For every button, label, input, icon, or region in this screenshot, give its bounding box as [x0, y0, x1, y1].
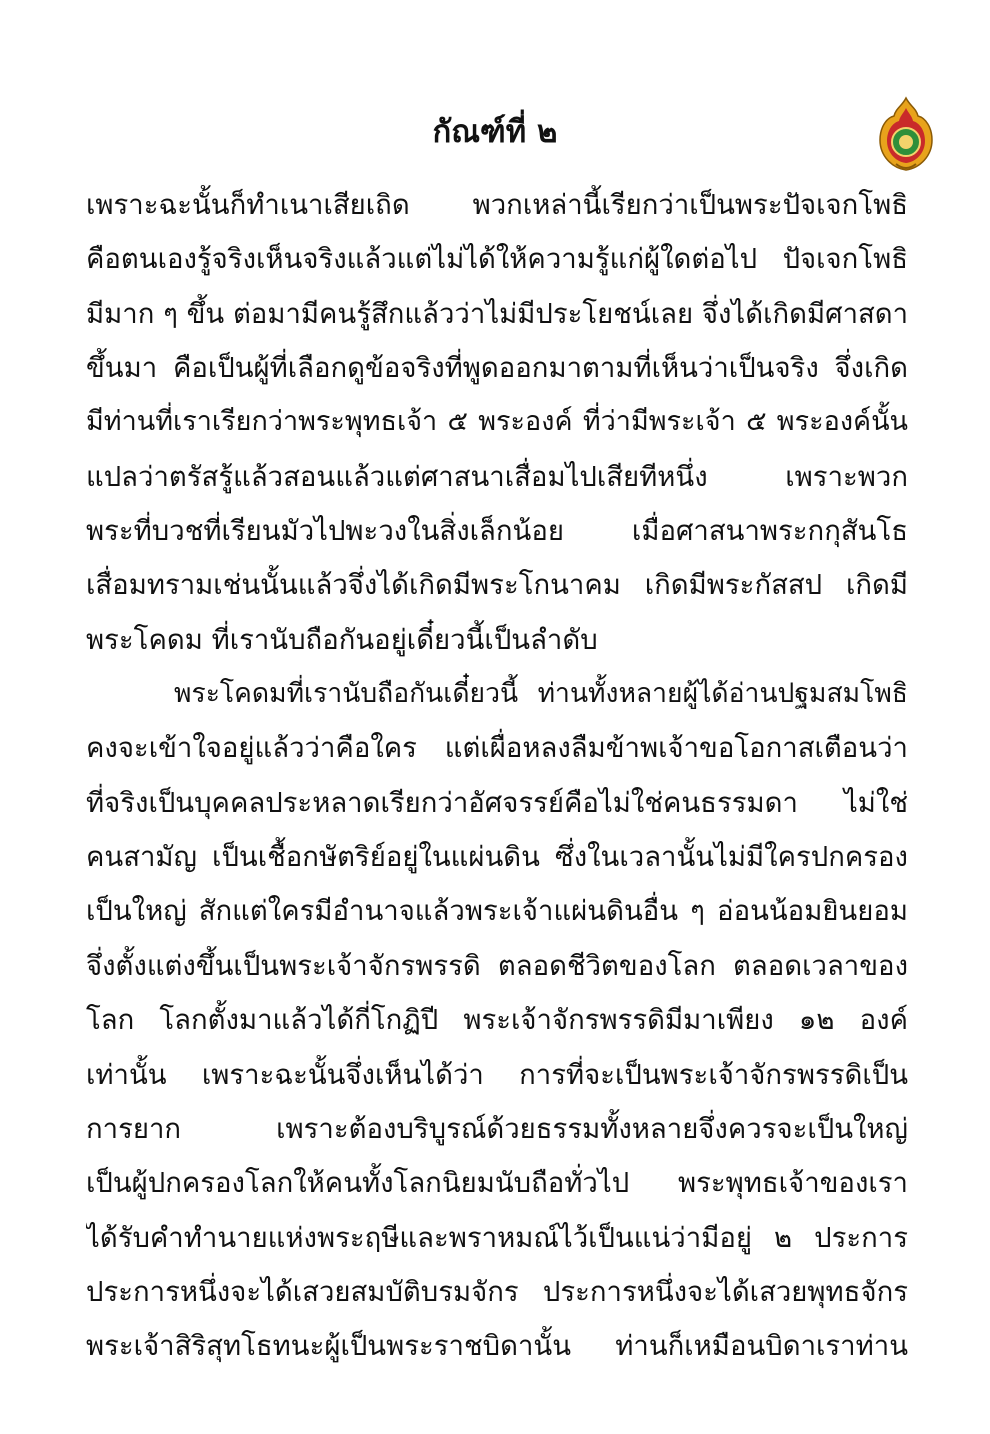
text-line: แปลว่าตรัสรู้แล้วสอนแล้วแต่ศาสนาเสื่อมไปเสียทีหนึ่ง เพราะพวก [86, 460, 908, 493]
text-line: ได้รับคำทำนายแห่งพระฤษีและพราหมณ์ไว้เป็นแน่ว่ามีอยู่ ๒ ประการ [86, 1221, 908, 1254]
text-line: เท่านั้น เพราะฉะนั้นจึ่งเห็นได้ว่า การที่จะเป็นพระเจ้าจักรพรรดิเป็น [86, 1058, 908, 1091]
text-line: มีท่านที่เราเรียกว่าพระพุทธเจ้า ๕ พระองค์ ที่ว่ามีพระเจ้า ๕ พระองค์นั้น [86, 406, 908, 438]
text-line: การยาก เพราะต้องบริบูรณ์ด้วยธรรมทั้งหลายจึ่งควรจะเป็นใหญ่ [86, 1112, 908, 1145]
text-line: มีมาก ๆ ขึ้น ต่อมามีคนรู้สึกแล้วว่าไม่มีประโยชน์เลย จึ่งได้เกิดมีศาสดา [86, 297, 908, 330]
text-line: เพราะฉะนั้นก็ทำเนาเสียเถิด พวกเหล่านี้เรียกว่าเป็นพระปัจเจกโพธิ [86, 189, 908, 221]
body-text [86, 178, 908, 1374]
text-line: จึ่งตั้งแต่งขึ้นเป็นพระเจ้าจักรพรรดิ ตลอดชีวิตของโลก ตลอดเวลาของ [86, 949, 908, 982]
text-line: พระเจ้าสิริสุทโธทนะผู้เป็นพระราชบิดานั้น ท่านก็เหมือนบิดาเราท่าน [86, 1330, 908, 1363]
text-line: เป็นผู้ปกครองโลกให้คนทั้งโลกนิยมนับถือทั่วไป พระพุทธเจ้าของเรา [86, 1167, 908, 1200]
text-line: ที่จริงเป็นบุคคลประหลาดเรียกว่าอัศจรรย์คือไม่ใช่คนธรรมดา ไม่ใช่ [86, 786, 908, 819]
text-line: ขึ้นมา คือเป็นผู้ที่เลือกดูข้อจริงที่พูดออกมาตามที่เห็นว่าเป็นจริง จึ่งเกิด [86, 352, 908, 385]
text-line: พระที่บวชที่เรียนมัวไปพะวงในสิ่งเล็กน้อย เมื่อศาสนาพระกกุสันโธ [86, 515, 908, 548]
text-line: โลก โลกตั้งมาแล้วได้กี่โกฏิปี พระเจ้าจักรพรรดิมีมาเพียง ๑๒ องค์ [86, 1004, 908, 1037]
text-line: พระโคดม ที่เรานับถือกันอยู่เดี๋ยวนี้เป็นลำดับ [86, 623, 598, 656]
text-line: เป็นใหญ่ สักแต่ใครมีอำนาจแล้วพระเจ้าแผ่นดินอื่น ๆ อ่อนน้อมยินยอม [86, 895, 908, 928]
text-line: คนสามัญ เป็นเชื้อกษัตริย์อยู่ในแผ่นดิน ซึ่งในเวลานั้นไม่มีใครปกครอง [86, 841, 908, 874]
text-line: เสื่อมทรามเช่นนั้นแล้วจึ่งได้เกิดมีพระโกนาคม เกิดมีพระกัสสป เกิดมี [86, 569, 908, 602]
text-line: คือตนเองรู้จริงเห็นจริงแล้วแต่ไม่ได้ให้ความรู้แก่ผู้ใดต่อไป ปัจเจกโพธิ [86, 243, 908, 276]
text-line: คงจะเข้าใจอยู่แล้วว่าคือใคร แต่เผื่อหลงลืมข้าพเจ้าขอโอกาสเตือนว่า [86, 732, 908, 765]
text-line: ประการหนึ่งจะได้เสวยสมบัติบรมจักร ประการหนึ่งจะได้เสวยพุทธจักร [86, 1275, 908, 1308]
page-title: กัณฑ์ที่ ๒ [432, 114, 558, 150]
text-line: พระโคดมที่เรานับถือกันเดี๋ยวนี้ ท่านทั้งหลายผู้ได้อ่านปฐมสมโพธิ [174, 678, 908, 710]
